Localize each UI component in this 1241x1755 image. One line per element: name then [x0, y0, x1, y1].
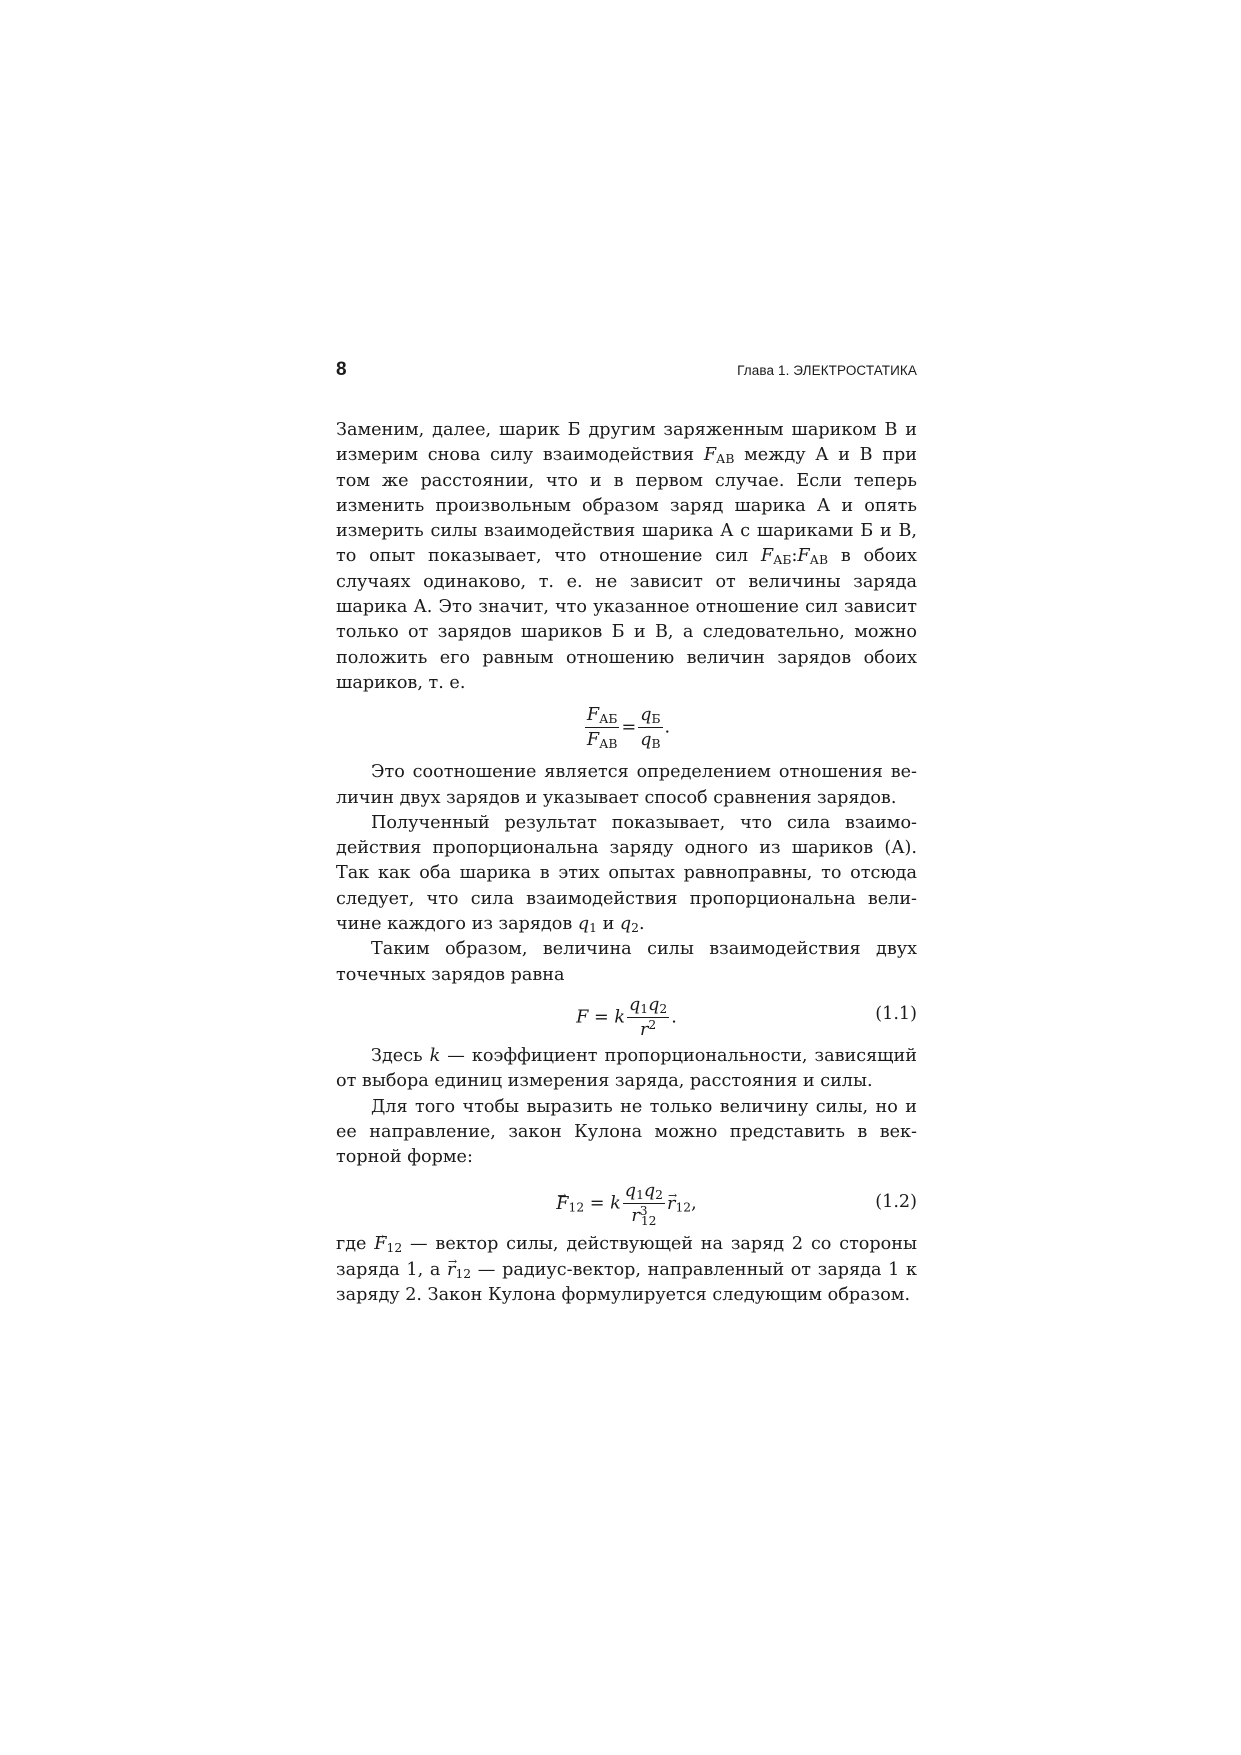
fraction-force-ratio: $\frac{F_{АБ}}{F_{АВ}}$ [586, 705, 618, 752]
paragraph-7: где → $F_{12}$ — вектор силы, действующей на заряд 2 со стороны заряда 1, $а \to r_{12}$ — радиус-вектор, направленный от заряда 1 к заряду 2. Закон Кулона формулируется следующим образом. [336, 1232, 917, 1308]
equation-1-2: → $F_{12} = k$ $\frac{q_1q_2}{r^3_{12}}$ → $r_{12}$, (1.2) [336, 1170, 917, 1232]
fraction-vector-coulomb: $\frac{q_1q_2}{r^3_{12}}$ [624, 1181, 664, 1228]
paragraph-3: Полученный результат показывает, что сила взаимодействия пропорциональна заряду одного из шариков (А). Так как оба шарика в этих опытах равноправны, то отсюда следует, что сила взаимодействия пропорциональна величине каждого из зарядов $q_1$ и $q_2$. [336, 812, 917, 936]
formula-charge-ratio: $\frac{F_{АБ}}{F_{АВ}}$ = $\frac{q_Б}{q_В}$ . [586, 705, 671, 752]
equation-number: (1.1) [875, 1003, 917, 1024]
page-body [336, 418, 917, 1308]
running-head: Глава 1. ЭЛЕКТРОСТАТИКА [737, 363, 917, 378]
paragraph-5: Здесь k — коэффициент пропорциональности, зависящий от выбора единиц измерения заряда, расстояния и силы. [336, 1045, 917, 1092]
equation-number: (1.2) [875, 1192, 917, 1213]
paragraph-2: Это соотношение является определением отношения величин двух зарядов и указывает способ сравнения зарядов. [336, 762, 917, 808]
fraction-coulomb: $\frac{q_1q_2}{r^2}$ [629, 994, 668, 1040]
page-header [336, 359, 917, 389]
page-number: 8 [336, 359, 347, 380]
fraction-charge-ratio: $\frac{q_Б}{q_В}$ [640, 705, 661, 752]
paragraph-1: Заменим, далее, шарик Б другим заряженным шариком В и измерим снова силу взаимодействия $F_{АВ}$ между А и В при том же расстоянии, что и в первом случае. Если теперь изменить произвольным образом заряд шарика А и опять измерить силы взаимодействия шарика А с шариками Б и В, то опыт показывает, что отношение сил $F_{АБ}:F_{АВ}$ в обоих случаях одинаково, т. е. не зависит от величины заряда шарика А. Это значит, что указанное отношение сил зависит только от зарядов шариков Б и В, а следовательно, можно положить его равным отношению величин зарядов обоих шариков, т. е. [336, 420, 918, 693]
paragraph-6: Для того чтобы выразить не только величину силы, но и ее направление, закон Кулона можно представить в векторной форме: [336, 1096, 917, 1168]
equation-1-1: F = k $\frac{q_1q_2}{r^2}$ . (1.1) [576, 994, 917, 1040]
paragraph-4: Таким образом, величина силы взаимодействия двух точечных зарядов равна [336, 939, 917, 985]
